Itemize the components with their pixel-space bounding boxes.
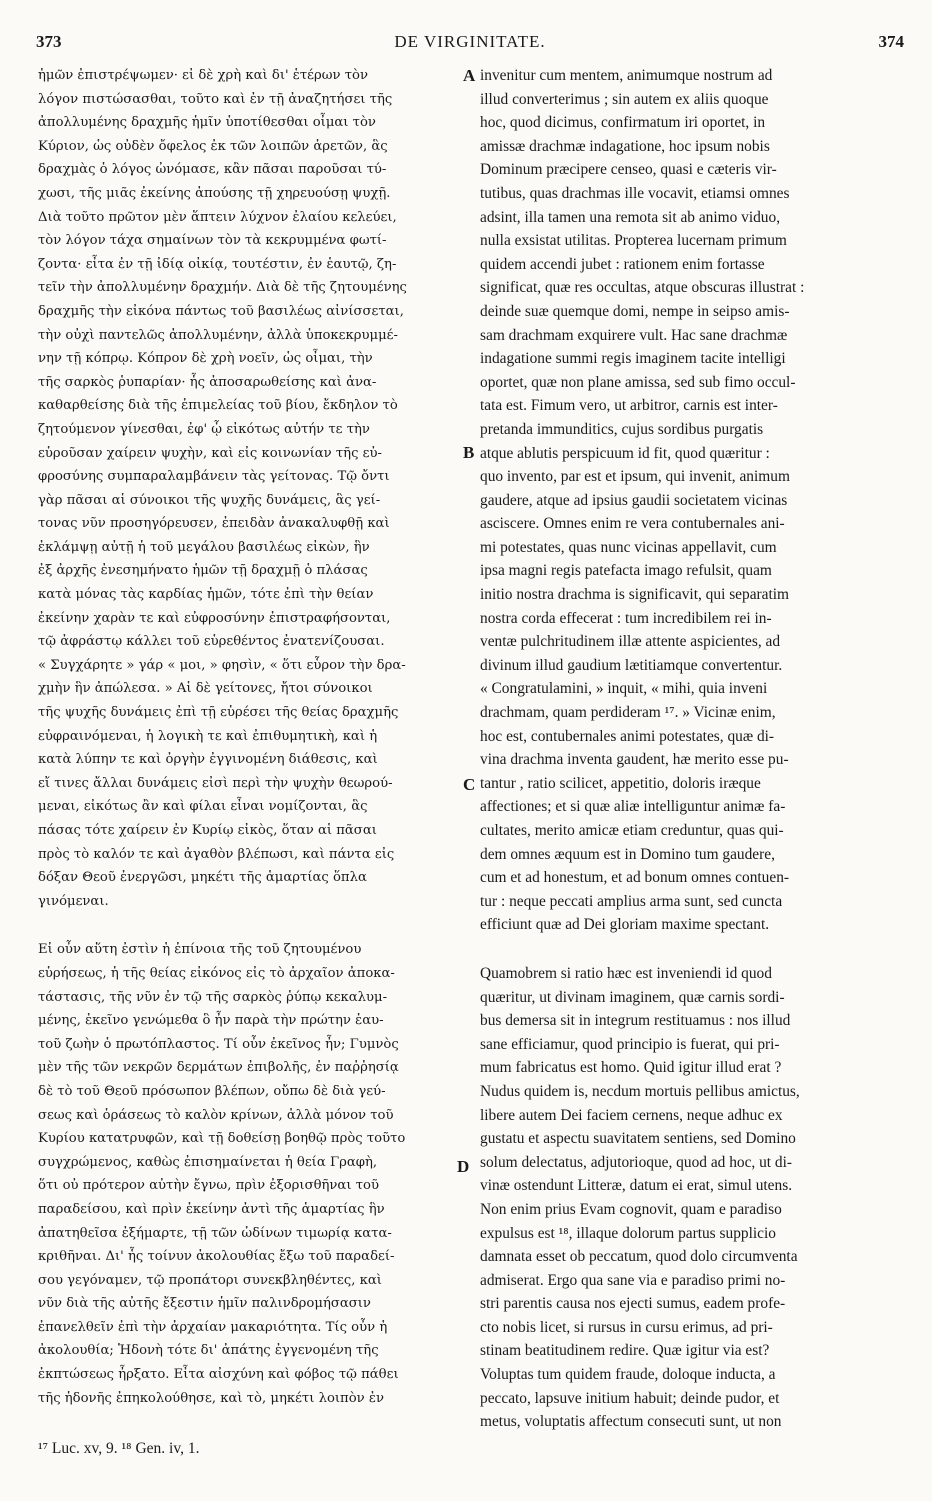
running-title: DE VIRGINITATE. — [394, 32, 546, 51]
latin-text-line: Quamobrem si ratio hæc est inveniendi id quod — [480, 964, 772, 982]
greek-text-line: τῆς ἡδονῆς ἐπηκολούθησε, καὶ τὸ, μηκέτι λοιπὸν ἐν — [38, 1390, 384, 1406]
greek-text-line: χμὴν ἣν ἀπώλεσα. » Αἱ δὲ γείτονες, ἤτοι σύνοικοι — [38, 681, 373, 697]
latin-text-line: gustatu et aspectu suavitatem sentiens, sed Domino — [480, 1130, 796, 1148]
latin-text-line: Non enim prius Evam cognovit, quam e paradiso — [480, 1200, 782, 1218]
greek-text-line: τοῦ ζωὴν ὁ πρωτόπλαστος. Τί οὖν ἐκεῖνος ἦν; Γυμνὸς — [38, 1036, 399, 1052]
greek-text-line: λόγον πιστώσασθαι, τοῦτο καὶ ἐν τῇ ἀναζητήσει τῆς — [38, 91, 393, 107]
latin-text-line: drachmam, quam perdideram ¹⁷. » Vicinæ enim, — [480, 704, 776, 722]
latin-text-line: quæritur, ut divinam imaginem, quæ carnis sordi- — [480, 988, 785, 1006]
greek-text-line: χωσι, τῆς μιᾶς ἐκείνης ἀπούσης τῇ χηρευούσῃ ψυχῇ. — [38, 185, 391, 201]
greek-text-line: δραχμὰς ὁ λόγος ὠνόμασε, κἂν πᾶσαι παροῦσαι τύ- — [38, 162, 387, 178]
greek-text-line: εὑροῦσαν χαίρειν ψυχὴν, καὶ εἰς κοινωνίαν τῆς εὐ- — [38, 445, 382, 461]
greek-text-line: φροσύνης συμπαραλαμβάνειν τὰς γείτονας. Τῷ ὄντι — [38, 469, 390, 485]
latin-text-line: solum delectatus, adjutorioque, quod ad hoc, ut di- — [480, 1153, 793, 1171]
greek-text-line: γὰρ πᾶσαι αἱ σύνοικοι τῆς ψυχῆς δυνάμεις, ἃς γεί- — [38, 492, 381, 508]
greek-text-line: δὲ τὸ τοῦ Θεοῦ πρόσωπον βλέπων, οὔπω δὲ διὰ γεύ- — [38, 1083, 386, 1099]
latin-text-line: dem omnes æquum est in Domino tum gaudere, — [480, 845, 775, 863]
latin-text-line: Voluptas tum quidem fraude, doloque inducta, a — [480, 1366, 776, 1384]
greek-text-line: Διὰ τοῦτο πρῶτον μὲν ἅπτειν λύχνον ἐλαίου κελεύει, — [38, 209, 397, 225]
greek-text-line: πρὸς τὸ καλόν τε καὶ ἀγαθὸν βλέπωσι, καὶ πάντα εἰς — [38, 846, 395, 862]
greek-text-line: μεναι, εἰκότως ἂν καὶ φίλαι εἶναι νομίζονται, ἃς — [38, 799, 368, 815]
greek-text-line: ζητούμενον γίνεσθαι, ἐφ' ᾧ εἰκότως αὐτήν τε τὴν — [38, 421, 370, 437]
latin-text-line: nostra corda effecerat : tum incredibilem rei in- — [480, 609, 772, 627]
latin-text-line: adsint, illa tamen una remota sit ab animo viduo, — [480, 208, 781, 226]
paragraph-gap — [38, 913, 462, 938]
latin-text-line: tur : neque peccati amplius arma sunt, sed cuncta — [480, 892, 783, 910]
greek-text-line: νῦν διὰ τῆς αὐτῆς ἔξεστιν ἡμῖν παλινδρομήσασιν — [38, 1296, 371, 1312]
greek-text-line: καθαρθείσης διὰ τῆς ἐπιμελείας τοῦ βίου, ἔκδηλον τὸ — [38, 398, 398, 414]
greek-text-line: ἀκολουθία; Ἡδονὴ τότε δι' ἀπάτης ἐγγενομένη τῆς — [38, 1343, 379, 1359]
latin-text-line: divinum illud gaudium lætitiamque convertentur. — [480, 656, 783, 674]
footnotes: ¹⁷ Luc. xv, 9. ¹⁸ Gen. iv, 1. — [38, 1440, 200, 1457]
greek-text-line: ἐκείνην χαρὰν τε καὶ εὐφροσύνην ἐπιστραφήσονται, — [38, 610, 391, 626]
greek-text-line: τεῖν τὴν ἀπολλυμένην δραχμήν. Διὰ δὲ τῆς ζητουμένης — [38, 280, 407, 296]
latin-text-line: tutibus, quas drachmas ille vocavit, etiamsi omnes — [480, 184, 790, 202]
margin-letter-c: C — [463, 775, 476, 794]
greek-text-line: τῆς ψυχῆς δυνάμεις ἐπὶ τῇ εὑρέσει τῆς θείας δραχμῆς — [38, 705, 399, 721]
greek-text-line: ἡμῶν ἐπιστρέψωμεν· εἰ δὲ χρὴ καὶ δι' ἑτέρων τὸν — [38, 68, 368, 83]
latin-text-line: vinæ ostendunt Litteræ, datum ei erat, simul utens. — [480, 1177, 793, 1195]
greek-text-line: τὸν λόγον τάχα σημαίνων τὸν τὰ κεκρυμμένα φωτί- — [38, 233, 387, 249]
latin-text-line: cto nobis licet, si rursus in cursu erimus, ad pri- — [480, 1318, 773, 1336]
greek-text-line: τονας νῦν προσηγόρευσεν, ἐπειδὰν ἀνακαλυφθῇ καὶ — [38, 516, 390, 532]
greek-text-line: σου γεγόναμεν, τῷ προπάτορι συνεκβληθέντες, καὶ — [38, 1272, 382, 1288]
latin-text-line: ventæ pulchritudinem illæ attente aspicientes, ad — [480, 633, 781, 651]
greek-text-line: τάστασις, τῆς νῦν ἐν τῷ τῆς σαρκὸς ῥύπῳ κεκαλυμ- — [38, 989, 388, 1005]
latin-text-line: indagatione summi regis imaginem tacite intelligi — [480, 350, 786, 368]
latin-text-line: libere autem Dei faciem cernens, neque adhuc ex — [480, 1106, 783, 1124]
latin-text-line: gaudere, atque ad ipsius gaudii societatem vicinas — [480, 491, 788, 509]
greek-text-line: συγχρώμενος, καθὼς ἐπισημαίνεται ἡ θεία Γραφὴ, — [38, 1154, 378, 1170]
greek-text-line: νην τῇ κόπρῳ. Κόπρον δὲ χρὴ νοεῖν, ὡς οἶμαι, τὴν — [38, 351, 373, 367]
latin-text-line: amissæ drachmæ indagatione, hoc ipsum nobis — [480, 137, 770, 155]
greek-text-line: σεως καὶ ὁράσεως τὸ καλὸν κρίνων, ἀλλὰ μόνον τοῦ — [38, 1107, 394, 1123]
greek-text-line: εὐφραινόμεναι, ἡ λογικὴ τε καὶ ἐπιθυμητικὴ, καὶ ἡ — [38, 728, 378, 744]
latin-text-line: initio nostra drachma is significavit, qui separatim — [480, 586, 790, 604]
greek-column — [38, 64, 462, 1410]
greek-text-line: εὑρήσεως, ἡ τῆς θείας εἰκόνος εἰς τὸ ἀρχαῖον ἀποκα- — [38, 965, 395, 981]
latin-text-line: « Congratulamini, » inquit, « mihi, quia inveni — [480, 680, 768, 698]
latin-text-line: affectiones; et si quæ aliæ intelliguntur animæ fa- — [480, 798, 786, 816]
greek-text-line: πάσας τότε χαίρειν ἐν Κυρίῳ εἰκὸς, ὅταν αἱ πᾶσαι — [38, 823, 377, 838]
greek-text-line: μένης, ἐκεῖνο γενώμεθα ὃ ἦν παρὰ τὴν πρώτην ἑαυ- — [38, 1013, 384, 1029]
greek-text-line: Εἰ οὖν αὕτη ἐστὶν ἡ ἐπίνοια τῆς τοῦ ζητουμένου — [38, 942, 362, 958]
latin-text-line: significat, quæ res occultas, atque obscuras illustrat : — [480, 279, 805, 297]
latin-text-line: vina drachma inventa gaudent, hæ merito esse pu- — [480, 751, 789, 769]
greek-text-line: μὲν τῆς τῶν νεκρῶν δερμάτων ἐπιβολῆς, ἐν παῤῥησίᾳ — [38, 1060, 399, 1076]
greek-text-line: ζοντα· εἶτα ἐν τῇ ἰδίᾳ οἰκίᾳ, τουτέστιν, ἐν ἑαυτῷ, ζη- — [38, 256, 397, 272]
greek-text-line: Κύριον, ὡς οὐδὲν ὄφελος ἐκ τῶν λοιπῶν ἀρετῶν, ἃς — [38, 138, 388, 154]
latin-text-line: peccato, lapsuve initium habuit; deinde pudor, et — [480, 1389, 780, 1407]
latin-text-line: bus demersa sit in integrum restituamus : nos illud — [480, 1012, 791, 1030]
greek-text-line: κατὰ λύπην τε καὶ ὀργὴν ἐγγινομένη διάθεσις, καὶ — [38, 752, 378, 768]
latin-text-line: atque ablutis perspicuum id fit, quod quæritur : — [480, 444, 770, 462]
latin-text-line: quidem accendi jubet : rationem enim fortasse — [480, 255, 765, 273]
latin-text-line: admiserat. Ergo qua sane via e paradiso primi no- — [480, 1271, 786, 1289]
latin-text-line: cultates, merito amicæ etiam creduntur, quas qui- — [480, 822, 784, 839]
page-number-left: 373 — [36, 32, 62, 51]
latin-text-line: efficiunt quæ ad Dei gloriam maxime spectant. — [480, 916, 770, 934]
latin-text-line: nulla exsistat utilitas. Propterea lucernam primum — [480, 232, 787, 250]
latin-text-line: tata est. Fimum vero, ut arbitror, carnis est inter- — [480, 397, 778, 415]
greek-text-line: κριθῆναι. Δι' ἧς τοίνυν ἀκολουθίας ἔξω τοῦ παραδεί- — [38, 1249, 395, 1265]
latin-text-line: pretanda immunditics, cujus sordibus purgatis — [480, 420, 764, 438]
greek-text-line: ἐκλάμψῃ αὐτῇ ἡ τοῦ μεγάλου βασιλέως εἰκὼν, ἣν — [38, 539, 370, 555]
page-number-right: 374 — [878, 32, 904, 51]
greek-text-line: εἴ τινες ἄλλαι δυνάμεις εἰσὶ περὶ τὴν ψυχὴν θεωρού- — [38, 775, 393, 791]
greek-text-line: ἀπολλυμένης δραχμῆς ἡμῖν ὑποτίθεσθαι οἶμαι τὸν — [38, 115, 376, 131]
greek-text-line: παραδείσου, καὶ πρὶν ἐκείνην ἀντὶ τῆς ἁμαρτίας ἣν — [38, 1201, 385, 1217]
latin-text-line: damnata esset ob peccatum, quod dolo circumventa — [480, 1248, 798, 1266]
latin-text-line: Dominum præcipere censeo, quasi e cæteris vir- — [480, 161, 777, 179]
greek-text-line: « Συγχάρητε » γάρ « μοι, » φησὶν, « ὅτι εὗρον τὴν δρα- — [38, 657, 406, 673]
latin-text-line: deinde suæ quemque domi, nempe in seipso amis- — [480, 302, 790, 320]
latin-text-line: asciscere. Omnes enim re vera contubernales ani- — [480, 515, 785, 533]
greek-text-line: κατὰ μόνας τὰς καρδίας ἡμῶν, τότε ἐπὶ τὴν θείαν — [38, 587, 374, 603]
latin-text-line: sam drachmam exquirere vult. Hac sane drachmæ — [480, 326, 788, 344]
paragraph-gap — [480, 937, 896, 962]
greek-text-line: τῷ ἀφράστῳ κάλλει τοῦ εὑρεθέντος ἐνατενίζουσαι. — [38, 634, 385, 650]
greek-text-line: δόξαν Θεοῦ ἐνεργῶσι, μηκέτι τῆς ἁμαρτίας ὅπλα — [38, 870, 367, 886]
latin-text-line: Nudus quidem is, necdum mortuis pellibus amictus, — [480, 1082, 800, 1100]
greek-text-line: τῆς σαρκὸς ῥυπαρίαν· ἧς ἀποσαρωθείσης καὶ ἀνα- — [38, 374, 377, 390]
latin-text-line: invenitur cum mentem, animumque nostrum ad — [480, 67, 773, 84]
latin-text-line: sane efficiamur, quod principio is fuerat, qui pri- — [480, 1035, 780, 1053]
latin-text-line: tantur , ratio scilicet, appetitio, doloris iræque — [480, 774, 761, 792]
greek-text-line: ἐπανελθεῖν ἐπὶ τὴν ἀρχαίαν μακαριότητα. Τίς οὖν ἡ — [38, 1319, 388, 1335]
latin-text-line: stinam beatitudinem redire. Quæ igitur via est? — [480, 1342, 770, 1360]
latin-column — [480, 64, 896, 1434]
latin-text-line: expulsus est ¹⁸, illaque dolorum partus supplicio — [480, 1224, 776, 1242]
greek-text-line: δραχμῆς τὴν εἰκόνα πάντως τοῦ βασιλέως αἰνίσσεται, — [38, 303, 404, 319]
latin-text-line: hoc est, contubernales animi potestates, quæ di- — [480, 727, 775, 745]
latin-text-line: illud converterimus ; sin autem ex aliis quoque — [480, 90, 769, 108]
greek-text-line: ἐξ ἀρχῆς ἐνεσημήνατο ἡμῶν τῇ δραχμῇ ὁ πλάσας — [38, 563, 368, 579]
margin-letter-b: B — [463, 443, 475, 462]
greek-text-line: Κυρίου κατατρυφῶν, καὶ τῇ δοθείσῃ βοηθῷ πρὸς τοῦτο — [38, 1131, 406, 1147]
greek-text-line: ὅτι οὐ πρότερον αὐτὴν ἔγνω, πρὶν ἐξορισθῆναι τοῦ — [38, 1178, 379, 1194]
greek-text-line: γινόμεναι. — [38, 893, 109, 909]
greek-text-line: ἐκπτώσεως ἦρξατο. Εἶτα αἰσχύνη καὶ φόβος τῷ πάθει — [38, 1367, 399, 1383]
greek-text-line: τὴν οὐχὶ παντελῶς ἀπολλυμένην, ἀλλὰ ὑποκεκρυμμέ- — [38, 327, 398, 343]
latin-text-line: mum fabricatus est homo. Quid igitur illud erat ? — [480, 1059, 782, 1077]
latin-text-line: metus, voluptatis affectum consecuti sunt, ut non — [480, 1413, 782, 1431]
latin-text-line: stri parentis causa nos ejecti sumus, eadem profe- — [480, 1295, 786, 1313]
margin-letter-d: D — [457, 1157, 470, 1176]
latin-text-line: cum et ad honestum, et ad bonum omnes contuen- — [480, 869, 790, 887]
page-header — [36, 32, 904, 58]
margin-letter-a: A — [463, 66, 476, 85]
latin-text-line: hoc, quod dicimus, confirmatum iri oportet, in — [480, 114, 766, 132]
latin-text-line: mi potestates, quas nunc vicinas appellavit, cum — [480, 538, 777, 556]
latin-text-line: quo invento, par est et ipsum, qui invenit, animum — [480, 468, 790, 486]
greek-text-line: ἀπατηθεῖσα ἐξήμαρτε, τῇ τῶν ὠδίνων τιμωρίᾳ κατα- — [38, 1225, 392, 1241]
latin-text-line: oportet, quæ non plane amissa, sed sub fimo occul- — [480, 373, 796, 391]
latin-text-line: ipsa magni regis patefacta imago refulsit, quam — [480, 562, 772, 580]
